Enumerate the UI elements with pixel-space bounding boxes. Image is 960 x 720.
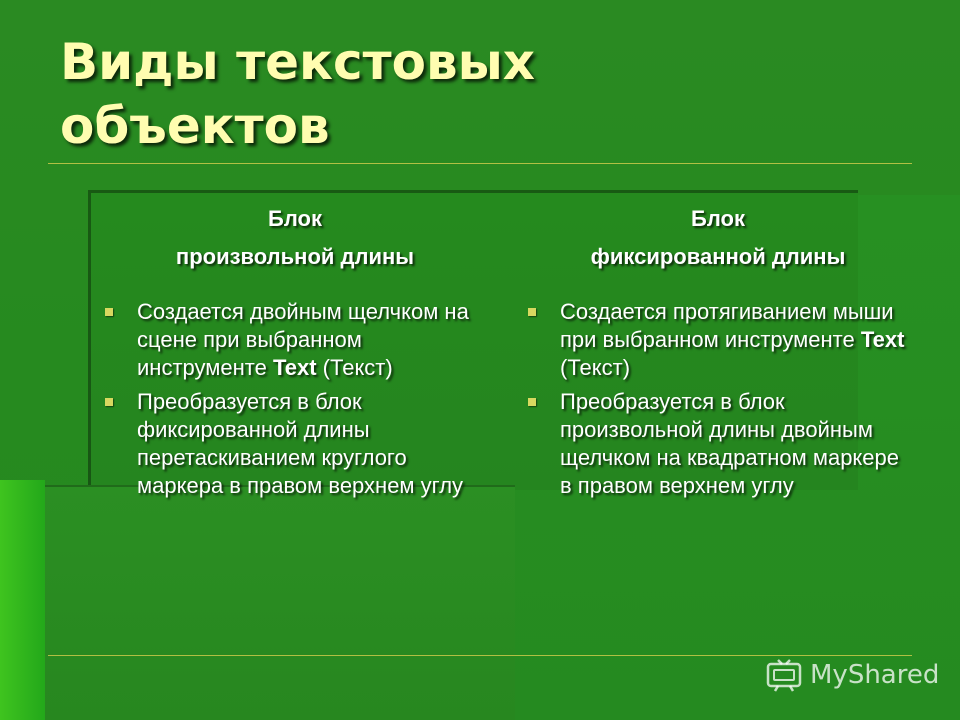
column-right-heading — [528, 200, 908, 276]
list-item — [528, 298, 908, 382]
bullet-text: Создается двойным щелчком на сцене при выбранном инструменте — [137, 299, 469, 380]
bullet-text: Создается протягиванием мыши при выбранном инструменте — [560, 299, 894, 352]
bullet-text: Преобразуется в блок фиксированной длины перетаскиванием круглого маркера в правом верхнем углу — [137, 389, 464, 498]
list-item — [105, 388, 485, 500]
slide-title — [60, 30, 900, 158]
column-right-heading-line-2: фиксированной длины — [590, 244, 846, 269]
bullet-text-bold: Text — [272, 355, 317, 380]
square-bullet-icon — [528, 308, 536, 316]
column-left — [105, 200, 485, 506]
decor-panel-bottom-left — [35, 485, 515, 720]
column-left-heading-line-1: Блок — [268, 206, 322, 231]
column-left-list — [105, 298, 485, 500]
bullet-text-after: (Текст) — [560, 355, 631, 380]
list-item — [528, 388, 908, 500]
square-bullet-icon — [105, 308, 113, 316]
column-left-heading-line-2: произвольной длины — [175, 244, 415, 269]
column-right-heading-line-1: Блок — [691, 206, 745, 231]
title-line-1: Виды текстовых — [60, 33, 536, 91]
column-right-list — [528, 298, 908, 500]
column-left-heading — [105, 200, 485, 276]
watermark-text: MyShared — [810, 660, 940, 690]
title-line-2: объектов — [60, 97, 330, 155]
list-item — [105, 298, 485, 382]
square-bullet-icon — [528, 398, 536, 406]
decor-strip-left — [0, 480, 45, 720]
bullet-text-bold: Text — [860, 327, 905, 352]
bullet-text-after: (Текст) — [316, 355, 393, 380]
watermark — [766, 655, 939, 695]
title-divider — [48, 163, 912, 164]
myshared-logo-icon — [766, 658, 802, 692]
column-right — [528, 200, 908, 506]
square-bullet-icon — [105, 398, 113, 406]
bullet-text: Преобразуется в блок произвольной длины двойным щелчком на квадратном маркере в правом верхнем углу — [560, 389, 900, 498]
